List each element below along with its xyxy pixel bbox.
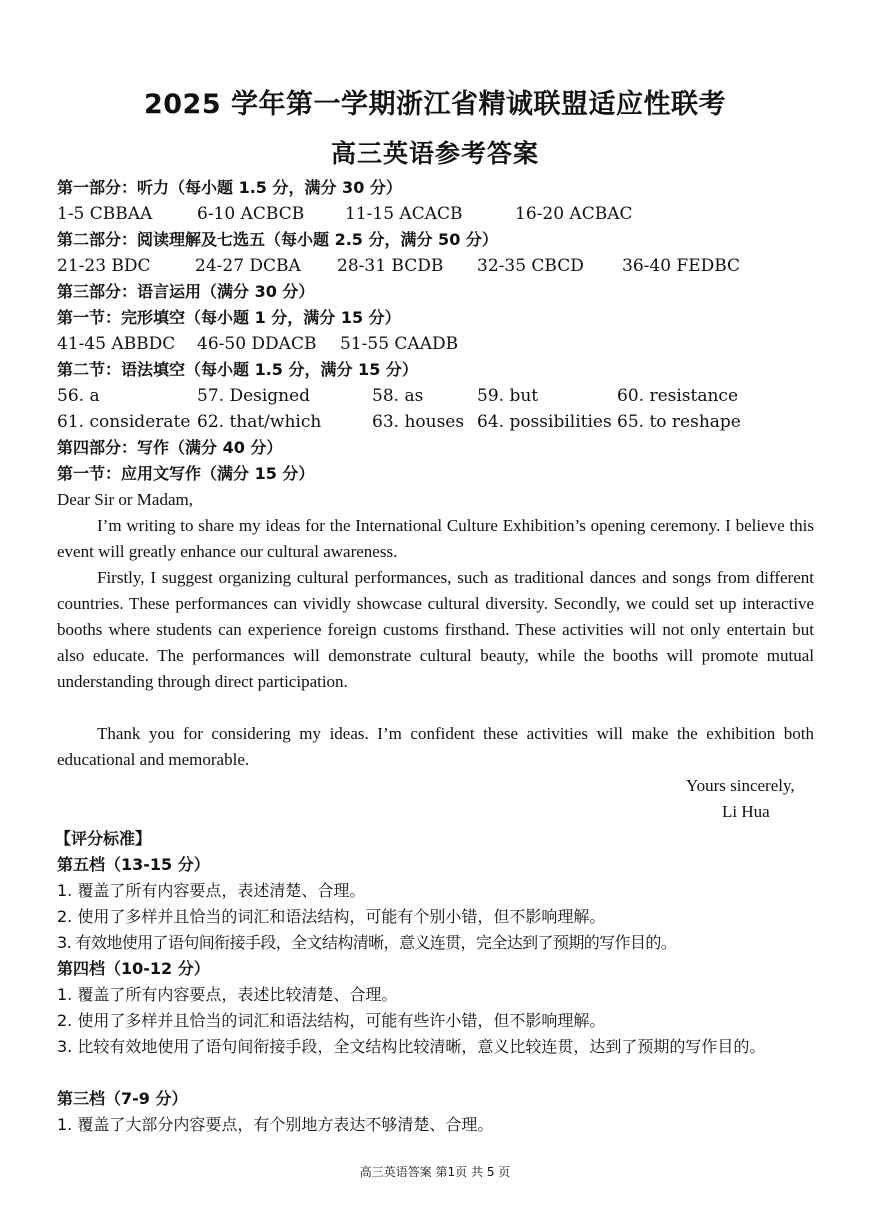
letter-paragraph: Firstly, I suggest organizing cultural performances, such as traditional dances and songs from different countries. These performances can vividly showcase cultural diversity. Secondly, we could set up interactive booths where students can experience foreign customs firsthand. These activities will not only entertain but also educate. The performances will demonstrate cultural beauty, while the booths will promote mutual understanding through direct participation. [57,568,814,691]
grammar-answer: 64. possibilities [477,412,612,432]
answer-group: 1-5 CBBAA [57,204,153,224]
part3-heading: 第三部分：语言运用（满分 30 分） [57,282,315,301]
grammar-answer: 61. considerate [57,412,191,432]
letter-paragraph: I’m writing to share my ideas for the International Culture Exhibition’s opening ceremony. I believe this event will greatly enhance our cultural awareness. [57,516,814,561]
criteria-heading: 【评分标准】 [55,829,152,848]
grammar-answer: 65. to reshape [617,412,741,432]
part3-section1-heading: 第一节：完形填空（每小题 1 分，满分 15 分） [57,308,401,327]
grammar-answer: 63. houses [372,412,465,432]
answer-group: 16-20 ACBAC [515,204,633,224]
band4-heading: 第四档（10-12 分） [57,959,210,978]
criteria-item: 3. 比较有效地使用了语句间衔接手段，全文结构比较清晰，意义比较连贯，达到了预期的写作目的。 [57,1037,766,1056]
grammar-answer: 57. Designed [197,386,311,406]
grammar-answer: 56. a [57,386,100,406]
page-title: 2025 学年第一学期浙江省精诚联盟适应性联考 [143,89,727,120]
letter-salutation: Dear Sir or Madam, [57,490,193,509]
criteria-item: 1. 覆盖了所有内容要点，表述比较清楚、合理。 [57,985,398,1004]
answer-group: 24-27 DCBA [195,256,301,276]
grammar-answer: 60. resistance [617,386,739,406]
criteria-item: 1. 覆盖了所有内容要点，表述清楚、合理。 [57,881,366,900]
band3-heading: 第三档（7-9 分） [57,1089,188,1108]
answer-group: 11-15 ACACB [345,204,463,224]
criteria-item: 2. 使用了多样并且恰当的词汇和语法结构，可能有个别小错，但不影响理解。 [57,907,606,926]
letter-closing: Yours sincerely, [686,776,795,795]
part2-heading: 第二部分：阅读理解及七选五（每小题 2.5 分，满分 50 分） [57,230,498,249]
grammar-answer: 58. as [372,386,424,406]
grammar-answer: 59. but [477,386,539,406]
part4-section1-heading: 第一节：应用文写作（满分 15 分） [57,464,315,483]
criteria-item: 2. 使用了多样并且恰当的词汇和语法结构，可能有些许小错，但不影响理解。 [57,1011,606,1030]
letter-paragraph: Thank you for considering my ideas. I’m confident these activities will make the exhibition both educational and memorable. [57,724,814,769]
answer-group: 6-10 ACBCB [197,204,305,224]
answer-group: 36-40 FEDBC [622,256,741,276]
answer-group: 32-35 CBCD [477,256,584,276]
criteria-item: 3. 有效地使用了语句间衔接手段，全文结构清晰，意义连贯，完全达到了预期的写作目的。 [57,933,677,952]
criteria-item: 1. 覆盖了大部分内容要点，有个别地方表达不够清楚、合理。 [57,1115,494,1134]
band5-heading: 第五档（13-15 分） [57,855,210,874]
answer-group: 21-23 BDC [57,256,151,276]
page-footer: 高三英语答案 第1页 共 5 页 [359,1165,511,1179]
part1-heading: 第一部分：听力（每小题 1.5 分，满分 30 分） [57,178,402,197]
answer-group: 46-50 DDACB [197,334,317,354]
page-subtitle: 高三英语参考答案 [330,139,539,168]
part4-heading: 第四部分：写作（满分 40 分） [57,438,283,457]
answer-group: 41-45 ABBDC [57,334,176,354]
answer-group: 28-31 BCDB [337,256,444,276]
part3-section2-heading: 第二节：语法填空（每小题 1.5 分，满分 15 分） [57,360,418,379]
grammar-answer: 62. that/which [197,412,322,432]
letter-signature: Li Hua [722,802,770,821]
answer-group: 51-55 CAADB [340,334,459,354]
